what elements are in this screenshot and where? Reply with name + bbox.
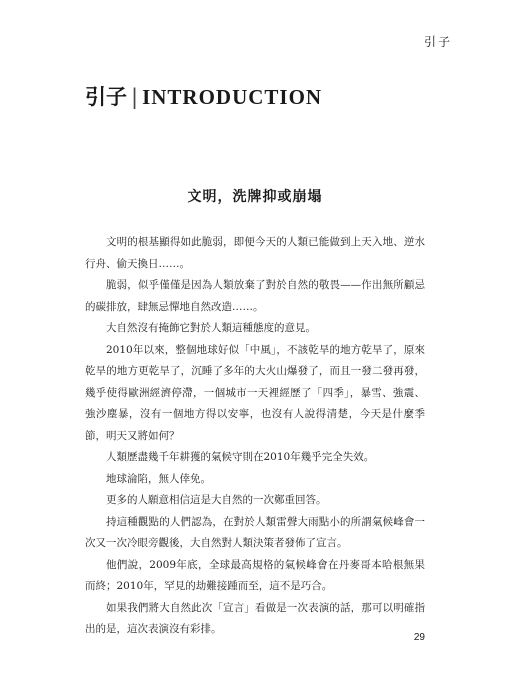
paragraph: 他們說，2009年底，全球最高規格的氣候峰會在丹麥哥本哈根無果而終；2010年，罕見的劫難接踵而至，這不是巧合。	[85, 558, 425, 592]
paragraph: 如果我們將大自然此次「宣言」看做是一次表演的話，那可以明確指出的是，這次表演沒有彩排。	[85, 601, 425, 635]
section-title: 文明，洗牌抑或崩塌	[187, 189, 323, 205]
paragraph: 大自然沒有掩飾它對於人類這種態度的意見。	[106, 322, 316, 334]
running-header: 引子	[423, 35, 452, 49]
chapter-title-separator: |	[131, 85, 139, 109]
paragraph: 人類歷盡幾千年耕獲的氣候守則在2010年幾乎完全失效。	[106, 451, 375, 463]
chapter-heading	[85, 86, 322, 108]
page-number: 29	[413, 632, 425, 643]
paragraph: 地球淪陷，無人倖免。	[106, 472, 211, 485]
paragraph: 持這種觀點的人們認為，在對於人類雷聲大雨點小的所謂氣候峰會一次又一次冷眼旁觀後，大自然對人類決策者發佈了宣言。	[85, 515, 425, 549]
paragraph: 文明的根基顯得如此脆弱，即便今天的人類已能做到上天入地、逆水行舟、偷天換日……。	[85, 236, 425, 270]
chapter-title-zh: 引子	[85, 84, 127, 109]
paragraph: 更多的人願意相信這是大自然的一次鄭重回答。	[106, 494, 327, 506]
paragraph: 2010年以來，整個地球好似「中風」，不該乾旱的地方乾旱了，原來乾旱的地方更乾旱了，沉睡了多年的大火山爆發了，而且一發二發再發，幾乎使得歐洲經濟停滯，一個城市一天裡經歷了「四季」，暴雪、強震、強沙塵暴，沒有一個地方得以安寧，也沒有人說得清楚，今天是什麼季節，明天又將如何？	[85, 343, 425, 442]
chapter-title-en: INTRODUCTION	[142, 85, 323, 109]
body-text	[85, 232, 425, 641]
paragraph: 脆弱，似乎僅僅是因為人類放棄了對於自然的敬畏——作出無所顧忌的碳排放，肆無忌憚地自然改造……。	[85, 279, 425, 313]
